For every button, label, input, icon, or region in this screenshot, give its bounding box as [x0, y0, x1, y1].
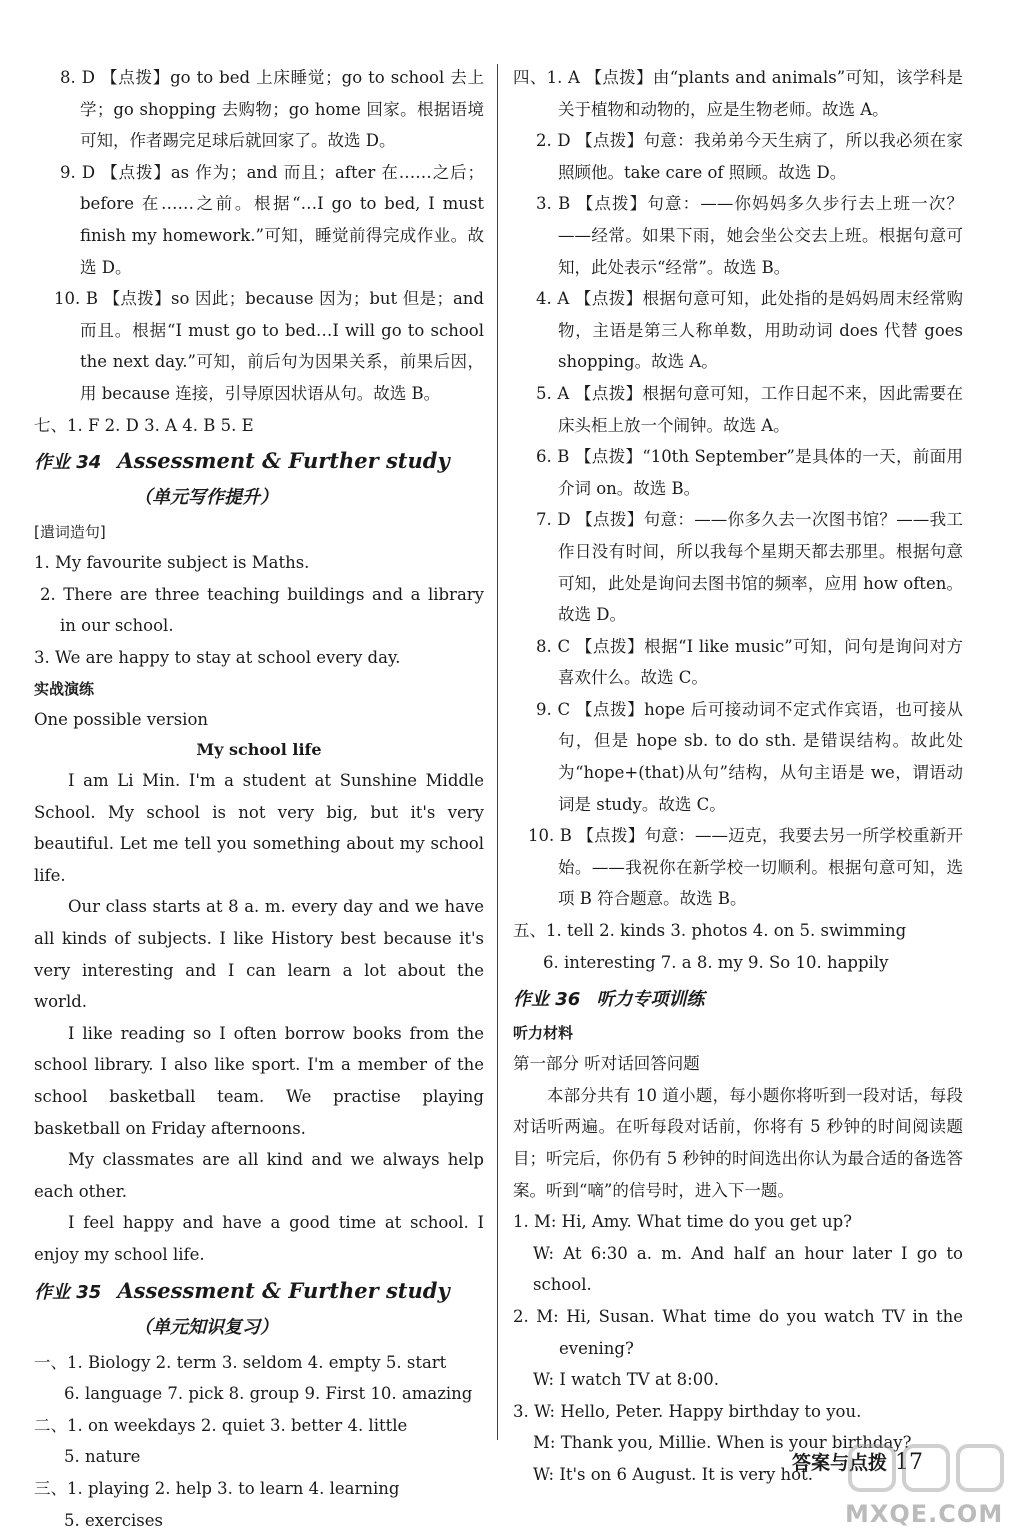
sentence-1: 1. My favourite subject is Maths. [34, 553, 310, 573]
sentence-3: 3. We are happy to stay at school every day. [34, 647, 401, 667]
section-2-answers: 二、1. on weekdays 2. quiet 3. better 4. little [34, 1415, 408, 1435]
sentence-building-heading: [遣词造句] [34, 523, 106, 542]
footer-label: 答案与点拨 [792, 1452, 888, 1474]
answer-10: 10. B 【点拨】so 因此；because 因为；but 但是；and 而且。根据“I must go to bed…I will go to school the next day.”可知，前后句为因果关系，前果后因，用 because 连接，引导原因状语从句。故选 B。 [54, 289, 484, 403]
essay-title: My school life [196, 740, 322, 760]
essay-paragraph: I like reading so I often borrow books from the school library. I also like sport. I'm a member of the school basketball team. We practise playing basketball on Friday afternoons. [34, 1023, 484, 1138]
section-3-answers: 三、1. playing 2. help 3. to learn 4. learning [34, 1478, 400, 1498]
answer-4-5: 5. A 【点拨】根据句意可知，工作日起不来，因此需要在床头柜上放一个闹钟。故选 A。 [536, 383, 963, 435]
section-3-answers-cont: 5. exercises [64, 1510, 163, 1530]
right-column [513, 62, 963, 1491]
dialogue-line: W: At 6:30 a. m. And half an hour later I go to school. [533, 1243, 963, 1295]
section-7-answers: 七、1. F 2. D 3. A 4. B 5. E [34, 415, 254, 435]
answer-4-1: 四、1. A 【点拨】由“plants and animals”可知，该学科是关于植物和动物的，应是生物老师。故选 A。 [513, 68, 963, 119]
dialogue-line: M: Thank you, Millie. When is your birthday? [533, 1433, 912, 1453]
answer-4-2: 2. D 【点拨】句意：我弟弟今天生病了，所以我必须在家照顾他。take care of 照顾。故选 D。 [536, 131, 963, 182]
homework-35-title: Assessment & Further study [117, 1277, 450, 1303]
homework-35-subtitle: （单元知识复习） [134, 1316, 278, 1338]
part-1-heading: 第一部分 听对话回答问题 [513, 1054, 700, 1074]
homework-34-subtitle: （单元写作提升） [134, 487, 278, 509]
dialogue-line: W: It's on 6 August. It is very hot. [533, 1464, 813, 1484]
answer-4-8: 8. C 【点拨】根据“I like music”可知，问句是询问对方喜欢什么。故选 C。 [536, 636, 963, 688]
dialogue-line: 3. W: Hello, Peter. Happy birthday to you. [513, 1401, 862, 1421]
answer-4-10: 10. B 【点拨】句意：——迈克，我要去另一所学校重新开始。——我祝你在新学校一切顺利。根据句意可知，选项 B 符合题意。故选 B。 [528, 826, 963, 909]
listening-instructions: 本部分共有 10 道小题，每小题你将听到一段对话，每段对话听两遍。在听每段对话前，你将有 5 秒钟的时间阅读题目；听完后，你仍有 5 秒钟的时间选出你认为最合适的备选答案。听到“嘀”的信号时，进入下一题。 [513, 1085, 963, 1200]
section-1-answers-cont: 6. language 7. pick 8. group 9. First 10. amazing [64, 1384, 473, 1404]
homework-35-label: 作业 35 [34, 1281, 102, 1303]
homework-36-label: 作业 36 [513, 989, 581, 1011]
answer-4-9: 9. C 【点拨】hope 后可接动词不定式作宾语，也可接从句，但是 hope sb. to do sth. 是错误结构。故此处为“hope+(that)从句”结构，从句主语是 we，谓语动词是 study。故选 C。 [536, 699, 963, 814]
section-5-answers-cont: 6. interesting 7. a 8. my 9. So 10. happily [543, 952, 889, 972]
listening-material-heading: 听力材料 [513, 1024, 574, 1043]
left-column [34, 62, 484, 1536]
answer-4-4: 4. A 【点拨】根据句意可知，此处指的是妈妈周末经常购物，主语是第三人称单数，用助动词 does 代替 goes shopping。故选 A。 [536, 289, 963, 372]
section-5-answers: 五、1. tell 2. kinds 3. photos 4. on 5. swimming [513, 921, 907, 941]
dialogue-line: 1. M: Hi, Amy. What time do you get up? [513, 1212, 852, 1232]
answer-4-7: 7. D 【点拨】句意：——你多久去一次图书馆？——我工作日没有时间，所以我每个星期天都去那里。根据句意可知，此处是询问去图书馆的频率，应用 how often。故选 D。 [536, 510, 963, 625]
homework-36-heading [513, 980, 963, 1018]
sentence-2: 2. There are three teaching buildings and a library in our school. [40, 584, 484, 636]
homework-34-heading [34, 443, 484, 481]
answer-8: 8. D 【点拨】go to bed 上床睡觉；go to school 去上学；go shopping 去购物；go home 回家。根据语境可知，作者踢完足球后就回家了。故选 D。 [60, 68, 484, 151]
homework-36-title: 听力专项训练 [596, 989, 705, 1011]
page-number: 17 [895, 1450, 924, 1475]
answer-4-6: 6. B 【点拨】“10th September”是具体的一天，前面用介词 on。故选 B。 [536, 447, 963, 498]
essay-paragraph: I am Li Min. I'm a student at Sunshine Middle School. My school is not very big, but it's very beautiful. Let me tell you something about my school life. [34, 771, 484, 885]
possible-version-label: One possible version [34, 709, 208, 729]
answer-4-3: 3. B 【点拨】句意：——你妈妈多久步行去上班一次？——经常。如果下雨，她会坐公交去上班。根据句意可知，此处表示“经常”。故选 B。 [536, 194, 963, 277]
homework-34-title: Assessment & Further study [117, 448, 450, 474]
essay-paragraph: Our class starts at 8 a. m. every day and we have all kinds of subjects. I like History best because it's very interesting and I can learn a lot about the world. [34, 897, 484, 1012]
section-2-answers-cont: 5. nature [64, 1447, 141, 1467]
practice-heading: 实战演练 [34, 679, 95, 698]
answer-9: 9. D 【点拨】as 作为；and 而且；after 在……之后；before 在……之前。根据“…I go to bed, I must finish my homework.”可知，睡觉前得完成作业。故选 D。 [60, 162, 484, 277]
homework-35-heading [34, 1273, 484, 1311]
watermark-text: MXQE.COM [845, 1500, 1004, 1528]
homework-34-label: 作业 34 [34, 452, 102, 474]
dialogue-line: W: I watch TV at 8:00. [533, 1370, 719, 1390]
column-divider [497, 64, 498, 1440]
essay-paragraph: My classmates are all kind and we always help each other. [34, 1150, 484, 1201]
section-1-answers: 一、1. Biology 2. term 3. seldom 4. empty 5. start [34, 1352, 447, 1372]
essay-paragraph: I feel happy and have a good time at school. I enjoy my school life. [34, 1213, 484, 1264]
dialogue-line: 2. M: Hi, Susan. What time do you watch TV in the evening? [513, 1306, 963, 1358]
